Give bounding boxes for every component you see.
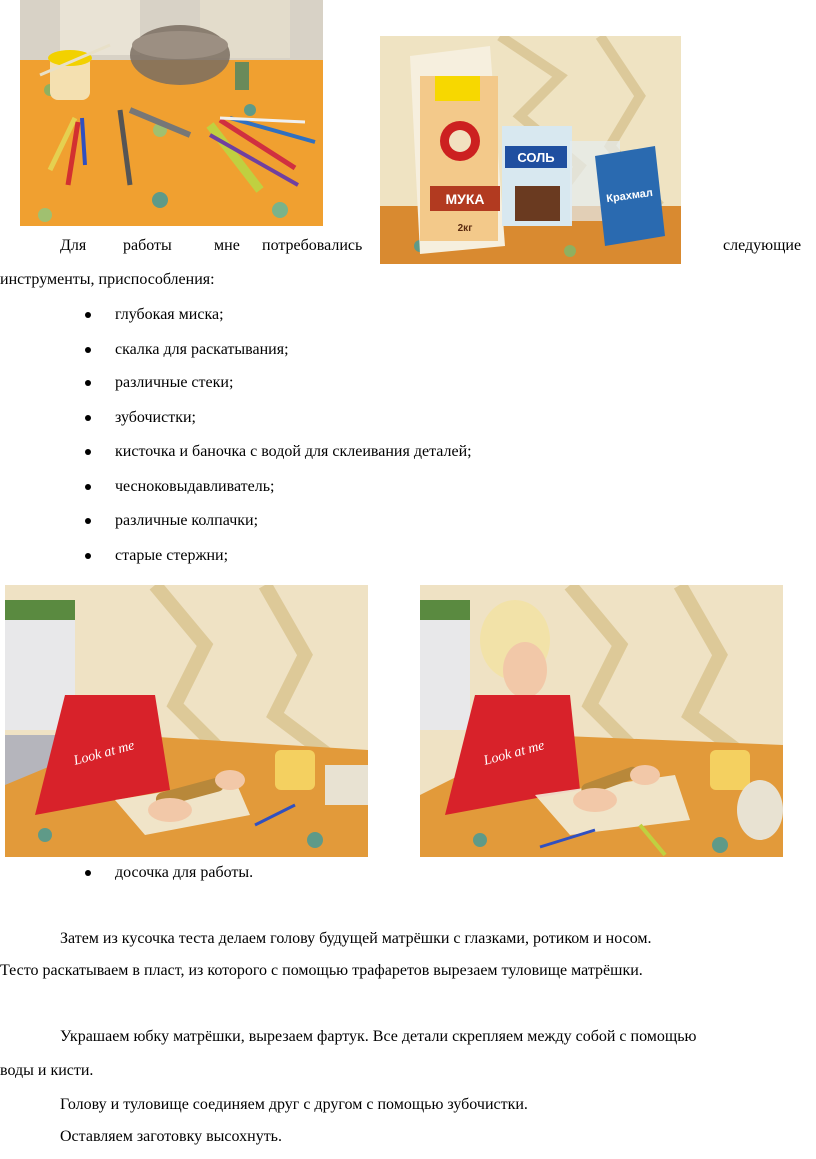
list-item: зубочистки;	[115, 408, 196, 428]
intro-word-1: Для	[60, 237, 87, 254]
bullet-icon	[85, 449, 91, 455]
intro-word-4: потребовались	[262, 237, 363, 254]
bullet-icon	[85, 415, 91, 421]
bullet-icon	[85, 870, 91, 876]
paragraph-2-line-1: Украшаем юбку матрёшки, вырезаем фартук. Все детали скрепляем между собой с помощью	[60, 1028, 697, 1045]
bullet-icon	[85, 380, 91, 386]
paragraph-2-line-2: воды и кисти.	[0, 1062, 94, 1079]
intro-word-3: мне	[214, 237, 240, 254]
flour-weight-label: 2кг	[457, 223, 473, 234]
list-item: старые стержни;	[115, 546, 228, 566]
bullet-icon	[85, 347, 91, 353]
list-item: различные стеки;	[115, 373, 233, 393]
bullet-icon	[85, 518, 91, 524]
photo-girl-rolling-2	[420, 585, 783, 857]
shirt-text-2: Look at me	[482, 738, 547, 769]
photo-ingredients	[380, 36, 681, 264]
bullet-icon	[85, 553, 91, 559]
shirt-text-1: Look at me	[72, 738, 137, 769]
photo-girl-rolling-1	[5, 585, 368, 857]
list-item: различные колпачки;	[115, 511, 258, 531]
salt-label: СОЛЬ	[517, 150, 555, 165]
paragraph-3: Голову и туловище соединяем друг с другом с помощью зубочистки.	[60, 1096, 528, 1113]
bullet-icon	[85, 312, 91, 318]
photo-tools	[20, 0, 323, 226]
list-item: скалка для раскатывания;	[115, 340, 289, 360]
list-item: чесноковыдавливатель;	[115, 477, 274, 497]
intro-word-right: следующие	[723, 237, 802, 254]
list-item-last: досочка для работы.	[115, 863, 253, 883]
intro-line-2: инструменты, приспособления:	[0, 271, 215, 288]
flour-label: МУКА	[445, 191, 485, 207]
starch-label: Крахмал	[605, 186, 654, 206]
bullet-icon	[85, 484, 91, 490]
list-item: кисточка и баночка с водой для склеивания деталей;	[115, 442, 472, 462]
paragraph-1-line-1: Затем из кусочка теста делаем голову будущей матрёшки с глазками, ротиком и носом.	[60, 930, 652, 947]
list-item: глубокая миска;	[115, 305, 224, 325]
paragraph-4: Оставляем заготовку высохнуть.	[60, 1128, 282, 1145]
intro-word-2: работы	[123, 237, 172, 254]
paragraph-1-line-2: Тесто раскатываем в пласт, из которого с помощью трафаретов вырезаем туловище матрёшки.	[0, 962, 643, 979]
